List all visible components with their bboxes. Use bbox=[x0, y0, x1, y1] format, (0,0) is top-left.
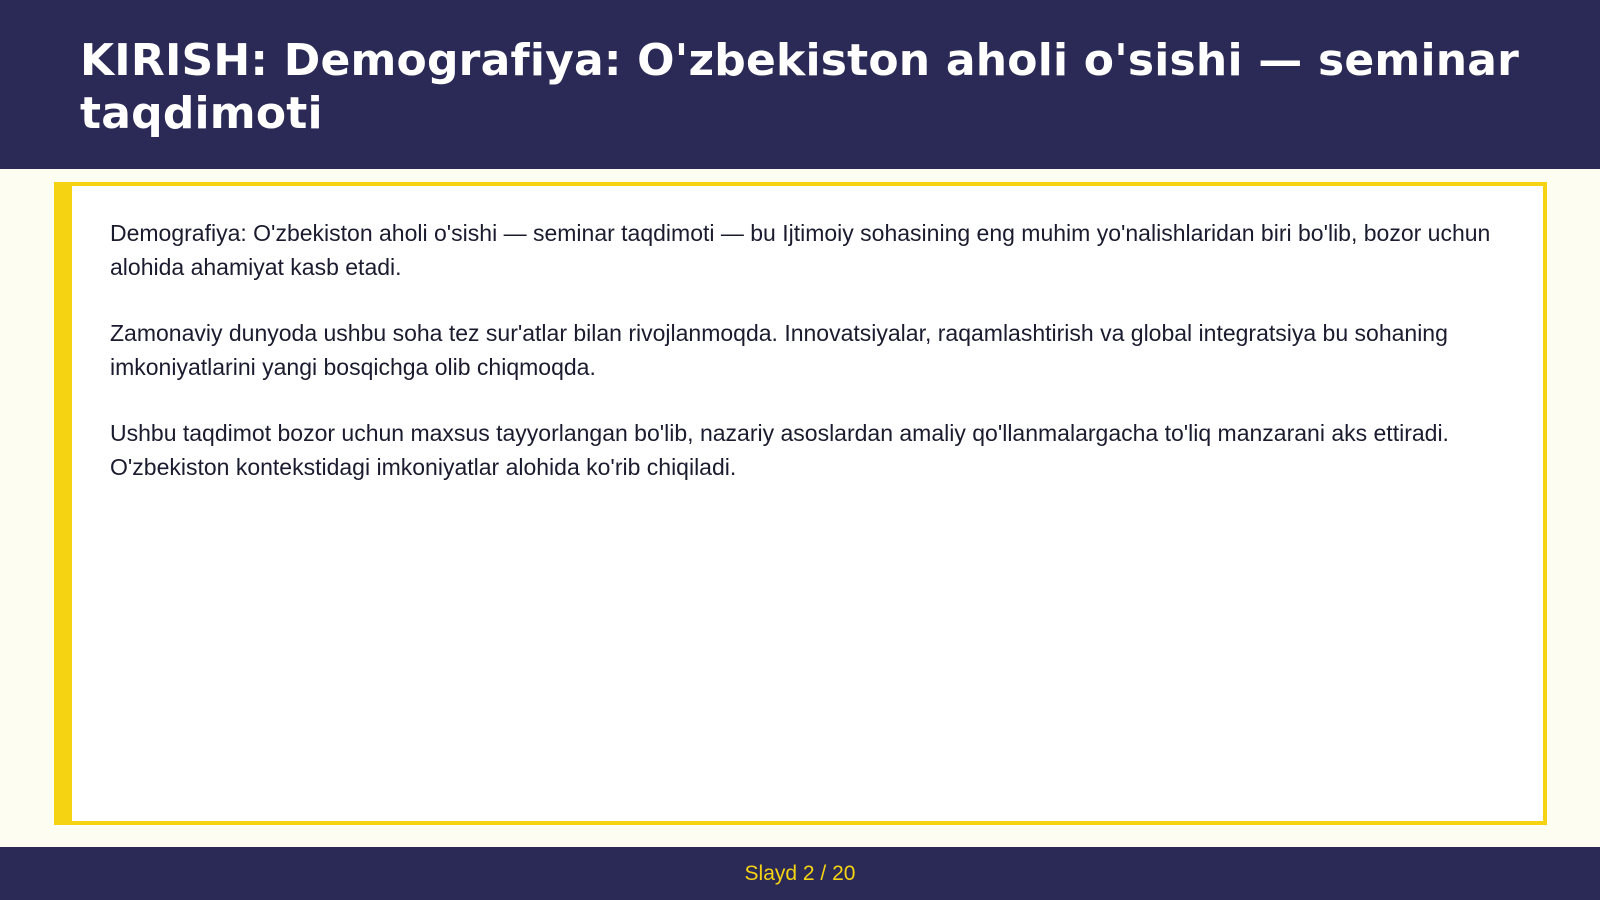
slide-counter: Slayd 2 / 20 bbox=[744, 861, 856, 885]
slide-footer bbox=[0, 847, 1600, 900]
slide-title: KIRISH: Demografiya: O'zbekiston aholi o'sishi — seminar taqdimoti bbox=[80, 35, 1520, 139]
content-paragraph: Demografiya: O'zbekiston aholi o'sishi — seminar taqdimoti — bu Ijtimoiy sohasining eng muhim yo'nalishlaridan biri bo'lib, bozor uchun alohida ahamiyat kasb etadi. bbox=[110, 220, 1491, 280]
content-card bbox=[54, 182, 1547, 825]
content-paragraph: Zamonaviy dunyoda ushbu soha tez sur'atlar bilan rivojlanmoqda. Innovatsiyalar, raqamlashtirish va global integratsiya bu sohaning imkoniyatlarini yangi bosqichga olib chiqmoqda. bbox=[110, 320, 1448, 380]
content-paragraph: Ushbu taqdimot bozor uchun maxsus tayyorlangan bo'lib, nazariy asoslardan amaliy qo'llanmalargacha to'liq manzarani aks ettiradi. O'zbekiston kontekstidagi imkoniyatlar alohida ko'rib chiqiladi. bbox=[110, 420, 1449, 480]
slide-header bbox=[0, 0, 1600, 169]
